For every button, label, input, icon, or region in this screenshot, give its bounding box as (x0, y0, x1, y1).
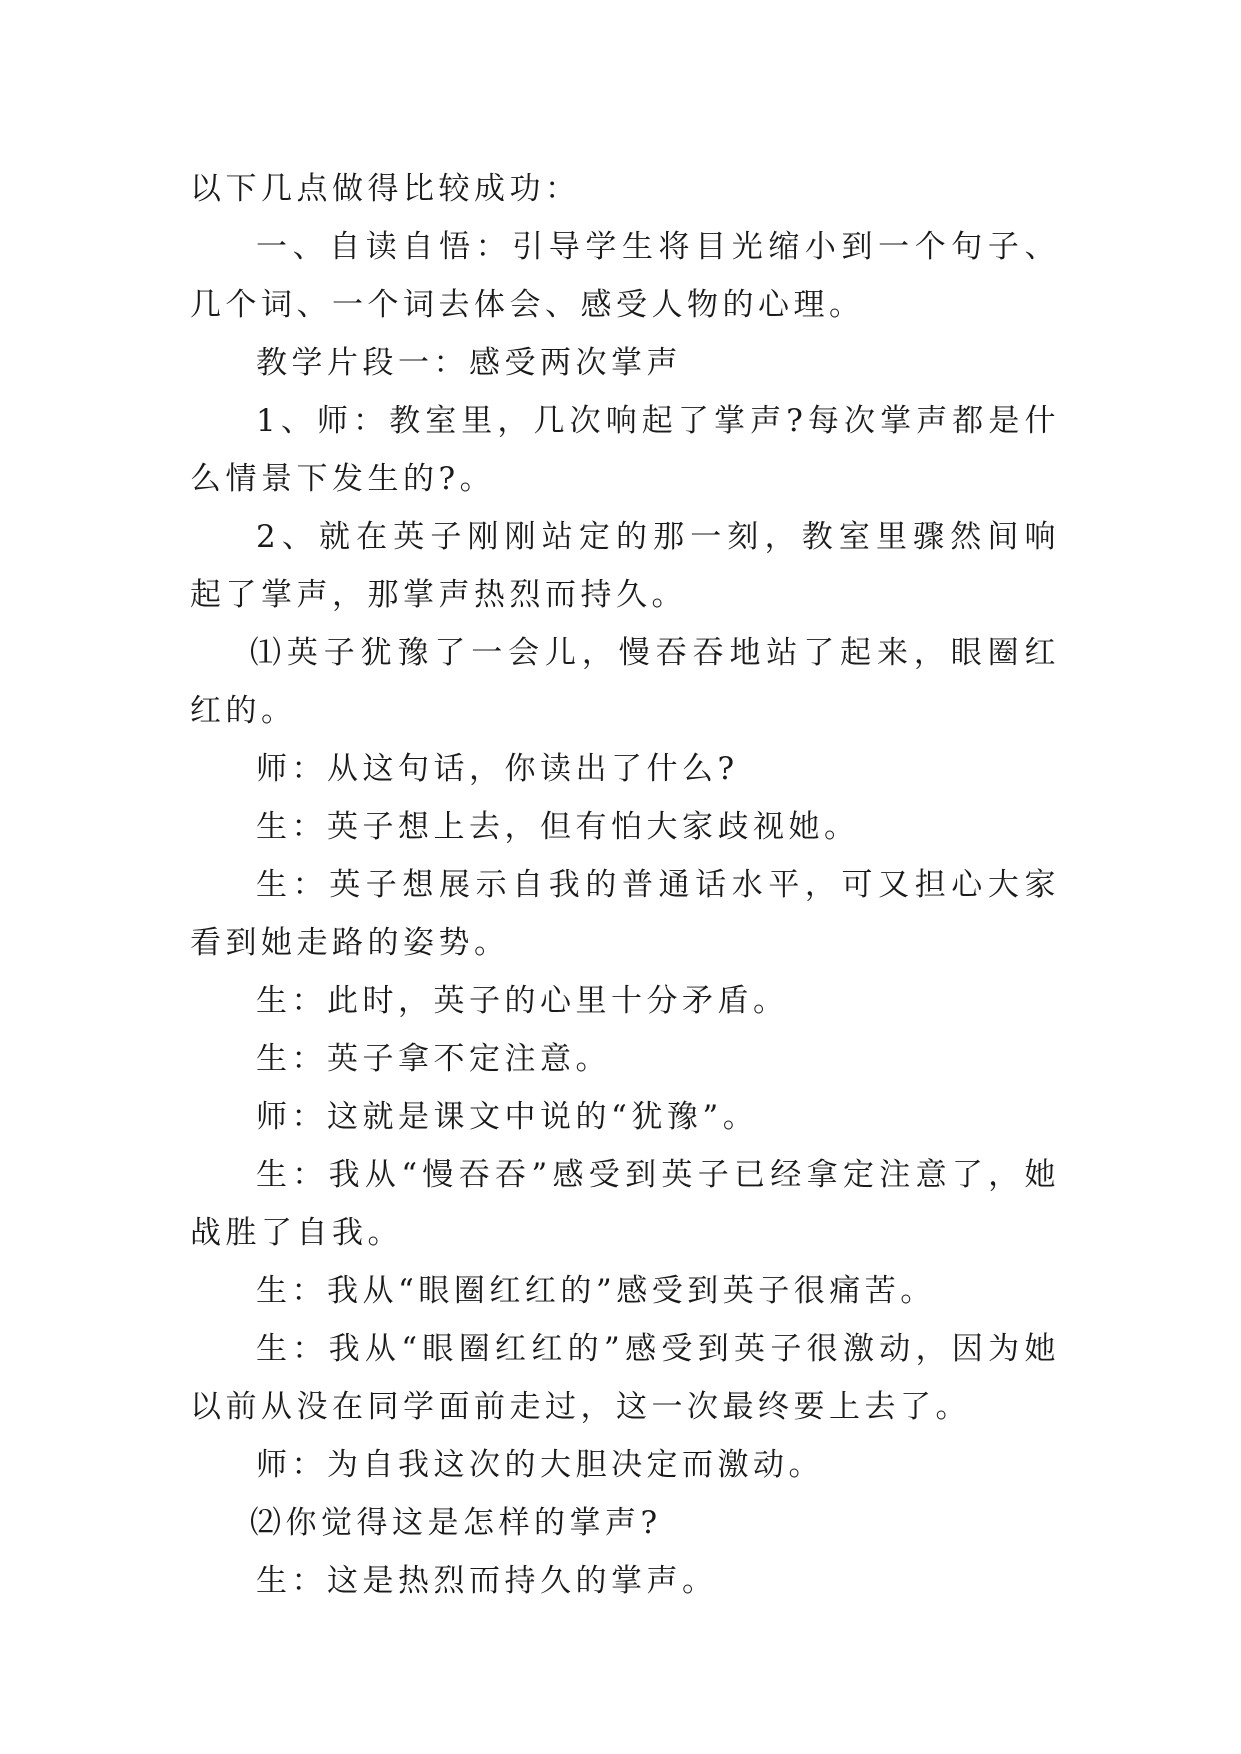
paragraph-dialogue: 生：我从“慢吞吞”感受到英子已经拿定注意了，她战胜了自我。 (190, 1157, 1060, 1251)
paragraph-dialogue: 生：这是热烈而持久的掌声。 (256, 1563, 718, 1599)
paragraph-dialogue: 师：为自我这次的大胆决定而激动。 (256, 1447, 824, 1483)
paragraph-item-1: 1、师：教室里，几次响起了掌声?每次掌声都是什么情景下发生的?。 (190, 403, 1060, 497)
paragraph-item-2: 2、就在英子刚刚站定的那一刻，教室里骤然间响起了掌声，那掌声热烈而持久。 (190, 519, 1060, 613)
paragraph-dialogue: 师：这就是课文中说的“犹豫”。 (256, 1099, 759, 1135)
paragraph-dialogue: 生：此时，英子的心里十分矛盾。 (256, 983, 789, 1019)
paragraph-dialogue: 师：从这句话，你读出了什么? (256, 751, 739, 787)
paragraph-dialogue: 生：英子拿不定注意。 (256, 1041, 611, 1077)
paragraph-dialogue: 生：我从“眼圈红红的”感受到英子很激动，因为她以前从没在同学面前走过，这一次最终要上去了。 (190, 1331, 1060, 1425)
paragraph-segment-title: 教学片段一：感受两次掌声 (256, 345, 682, 381)
paragraph-intro: 以下几点做得比较成功： (190, 171, 581, 207)
paragraph-dialogue: 生：我从“眼圈红红的”感受到英子很痛苦。 (256, 1273, 936, 1309)
paragraph-section-one: 一、自读自悟：引导学生将目光缩小到一个句子、几个词、一个词去体会、感受人物的心理。 (190, 229, 1060, 323)
paragraph-dialogue: 生：英子想上去，但有怕大家歧视她。 (256, 809, 860, 845)
paragraph-dialogue: 生：英子想展示自我的普通话水平，可又担心大家看到她走路的姿势。 (190, 867, 1060, 961)
paragraph-subitem-1: ⑴英子犹豫了一会儿，慢吞吞地站了起来，眼圈红红的。 (190, 635, 1060, 729)
document-body (190, 160, 1060, 1610)
paragraph-subitem-2: ⑵你觉得这是怎样的掌声? (250, 1505, 662, 1541)
